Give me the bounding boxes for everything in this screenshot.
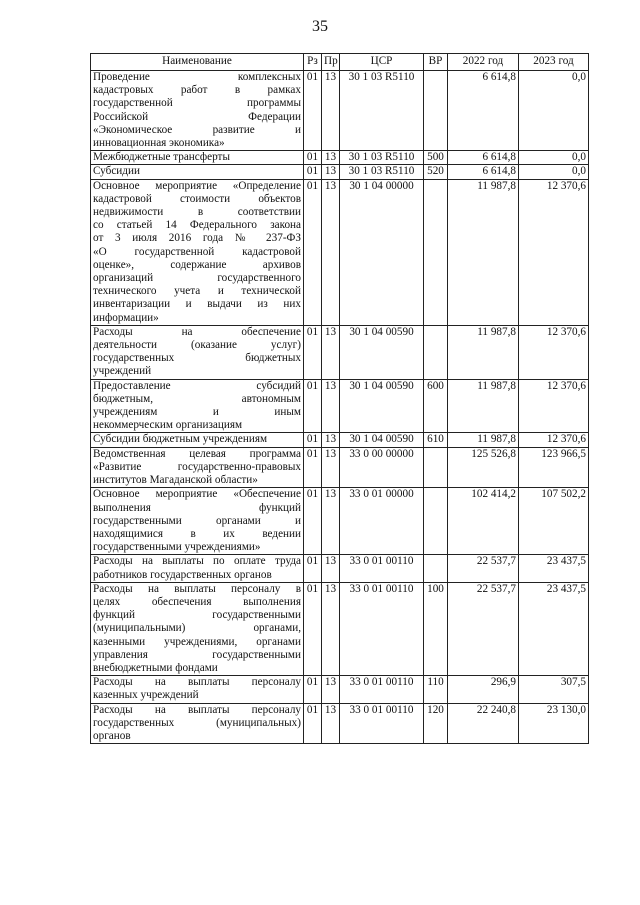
table-row [91, 582, 589, 675]
cell-rz: 01 [304, 447, 322, 488]
cell-name-last-line: некоммерческим организациям [93, 419, 243, 432]
cell-pr: 13 [322, 433, 340, 447]
cell-name-last-line: Субсидии [93, 165, 140, 178]
cell-name [91, 71, 304, 151]
cell-name [91, 165, 304, 179]
cell-name [91, 703, 304, 744]
cell-name-line: со статьей 14 Федерального закона [93, 219, 301, 232]
table-row [91, 71, 589, 151]
cell-y2023: 12 370,6 [519, 433, 589, 447]
cell-name-line: выполнения функций [93, 501, 301, 514]
header-rz: Рз [304, 54, 322, 71]
cell-name [91, 447, 304, 488]
cell-name-line: Проведение комплексных [93, 71, 301, 83]
cell-name [91, 555, 304, 582]
cell-name-line: (муниципальными) органами, [93, 622, 301, 635]
cell-name-line: функций государственными [93, 609, 301, 622]
cell-name-line: Расходы на выплаты персоналу в [93, 582, 301, 595]
cell-name-line: учреждениям и иным [93, 406, 301, 419]
cell-vr [424, 555, 448, 582]
cell-rz: 01 [304, 555, 322, 582]
cell-name-line: недвижимости в соответствии [93, 206, 301, 219]
header-2022: 2022 год [448, 54, 519, 71]
cell-pr: 13 [322, 325, 340, 379]
cell-name-line: от 3 июля 2016 года № 237-ФЗ [93, 232, 301, 245]
header-2023: 2023 год [519, 54, 589, 71]
cell-rz: 01 [304, 582, 322, 675]
cell-rz: 01 [304, 325, 322, 379]
cell-y2023: 0,0 [519, 151, 589, 165]
cell-vr: 610 [424, 433, 448, 447]
cell-name-last-line: органов [93, 729, 131, 742]
cell-y2022: 6 614,8 [448, 71, 519, 151]
cell-y2023: 23 437,5 [519, 582, 589, 675]
cell-csr: 30 1 04 00590 [340, 433, 424, 447]
cell-csr: 33 0 00 00000 [340, 447, 424, 488]
cell-y2023: 107 502,2 [519, 488, 589, 555]
table-row [91, 488, 589, 555]
cell-name [91, 379, 304, 433]
cell-name-last-line: Субсидии бюджетным учреждениям [93, 433, 268, 446]
cell-csr: 33 0 01 00110 [340, 676, 424, 703]
cell-name-line: государственных (муниципальных) [93, 716, 301, 729]
table-header-row [91, 54, 589, 71]
cell-name [91, 582, 304, 675]
cell-rz: 01 [304, 151, 322, 165]
cell-y2023: 307,5 [519, 676, 589, 703]
cell-vr [424, 71, 448, 151]
cell-csr: 30 1 03 R5110 [340, 151, 424, 165]
cell-rz: 01 [304, 433, 322, 447]
cell-name-last-line: инновационная экономика» [93, 137, 225, 150]
cell-y2022: 125 526,8 [448, 447, 519, 488]
cell-name-line: Расходы на выплаты персоналу [93, 676, 301, 689]
cell-vr [424, 488, 448, 555]
cell-name-line: находящимися в их ведении [93, 527, 301, 540]
cell-y2023: 12 370,6 [519, 179, 589, 325]
header-vr: ВР [424, 54, 448, 71]
table-row [91, 703, 589, 744]
cell-name-last-line: внебюджетными фондами [93, 661, 218, 674]
cell-pr: 13 [322, 582, 340, 675]
table-row [91, 165, 589, 179]
cell-y2022: 102 414,2 [448, 488, 519, 555]
cell-y2022: 11 987,8 [448, 179, 519, 325]
cell-name-line: «Экономическое развитие и [93, 123, 301, 136]
cell-y2022: 11 987,8 [448, 433, 519, 447]
cell-csr: 30 1 04 00590 [340, 325, 424, 379]
cell-name [91, 488, 304, 555]
cell-y2022: 22 537,7 [448, 582, 519, 675]
cell-name-line: кадастровой стоимости объектов [93, 192, 301, 205]
cell-csr: 33 0 01 00110 [340, 703, 424, 744]
cell-name-last-line: работников государственных органов [93, 568, 272, 581]
cell-name-line: «Развитие государственно-правовых [93, 460, 301, 473]
cell-name [91, 325, 304, 379]
cell-pr: 13 [322, 488, 340, 555]
cell-name-last-line: казенных учреждений [93, 689, 199, 702]
cell-y2023: 23 130,0 [519, 703, 589, 744]
cell-csr: 33 0 01 00110 [340, 582, 424, 675]
cell-pr: 13 [322, 703, 340, 744]
cell-pr: 13 [322, 71, 340, 151]
cell-name-line: Расходы на выплаты по оплате труда [93, 555, 301, 568]
cell-pr: 13 [322, 379, 340, 433]
table-row [91, 379, 589, 433]
cell-name-line: Основное мероприятие «Определение [93, 179, 301, 192]
budget-table [90, 53, 589, 744]
cell-name-line: бюджетным, автономным [93, 392, 301, 405]
cell-name-last-line: государственными учреждениями» [93, 541, 261, 554]
cell-csr: 33 0 01 00000 [340, 488, 424, 555]
cell-name-line: казенными учреждениями, органами [93, 635, 301, 648]
cell-name [91, 676, 304, 703]
cell-name-line: государственных бюджетных [93, 352, 301, 365]
cell-y2022: 296,9 [448, 676, 519, 703]
cell-name-line: деятельности (оказание услуг) [93, 339, 301, 352]
cell-vr [424, 325, 448, 379]
cell-rz: 01 [304, 71, 322, 151]
cell-name-last-line: Межбюджетные трансферты [93, 151, 230, 164]
cell-name-line: Ведомственная целевая программа [93, 447, 301, 460]
cell-name-line: «О государственной кадастровой [93, 245, 301, 258]
cell-y2022: 11 987,8 [448, 325, 519, 379]
cell-csr: 30 1 03 R5110 [340, 165, 424, 179]
table-row [91, 676, 589, 703]
cell-y2023: 12 370,6 [519, 379, 589, 433]
cell-vr: 600 [424, 379, 448, 433]
cell-name-line: Расходы на выплаты персоналу [93, 703, 301, 716]
cell-y2023: 23 437,5 [519, 555, 589, 582]
cell-y2023: 0,0 [519, 71, 589, 151]
cell-vr [424, 179, 448, 325]
cell-rz: 01 [304, 676, 322, 703]
cell-name-line: кадастровых работ в рамках [93, 84, 301, 97]
cell-vr [424, 447, 448, 488]
cell-vr: 110 [424, 676, 448, 703]
cell-name-line: технического учета и технической [93, 285, 301, 298]
cell-name [91, 151, 304, 165]
table-row [91, 151, 589, 165]
table-row [91, 447, 589, 488]
page-number: 35 [312, 18, 328, 35]
table-row [91, 555, 589, 582]
cell-pr: 13 [322, 555, 340, 582]
cell-name [91, 179, 304, 325]
cell-name-line: государственными органами и [93, 514, 301, 527]
cell-vr: 500 [424, 151, 448, 165]
header-name: Наименование [91, 54, 304, 71]
cell-name-last-line: институтов Магаданской области» [93, 474, 258, 487]
cell-pr: 13 [322, 165, 340, 179]
cell-vr: 120 [424, 703, 448, 744]
cell-csr: 30 1 04 00000 [340, 179, 424, 325]
cell-y2022: 6 614,8 [448, 165, 519, 179]
cell-name-last-line: учреждений [93, 365, 152, 378]
cell-name-line: Основное мероприятие «Обеспечение [93, 488, 301, 501]
header-csr: ЦСР [340, 54, 424, 71]
cell-y2023: 0,0 [519, 165, 589, 179]
cell-pr: 13 [322, 151, 340, 165]
cell-name-line: организаций государственного [93, 272, 301, 285]
cell-y2022: 11 987,8 [448, 379, 519, 433]
cell-y2023: 12 370,6 [519, 325, 589, 379]
cell-vr: 100 [424, 582, 448, 675]
cell-y2022: 22 240,8 [448, 703, 519, 744]
cell-name-line: государственной программы [93, 97, 301, 110]
cell-name-last-line: информации» [93, 311, 159, 324]
cell-name-line: целях обеспечения выполнения [93, 595, 301, 608]
cell-pr: 13 [322, 676, 340, 703]
table-row [91, 433, 589, 447]
cell-rz: 01 [304, 179, 322, 325]
cell-name-line: Российской Федерации [93, 110, 301, 123]
table-row [91, 325, 589, 379]
cell-y2022: 6 614,8 [448, 151, 519, 165]
cell-name-line: оценке», содержание архивов [93, 258, 301, 271]
cell-name-line: Предоставление субсидий [93, 379, 301, 392]
cell-y2023: 123 966,5 [519, 447, 589, 488]
cell-pr: 13 [322, 447, 340, 488]
cell-rz: 01 [304, 379, 322, 433]
cell-name-line: управления государственными [93, 648, 301, 661]
header-pr: Пр [322, 54, 340, 71]
cell-rz: 01 [304, 165, 322, 179]
cell-csr: 30 1 04 00590 [340, 379, 424, 433]
cell-vr: 520 [424, 165, 448, 179]
cell-csr: 30 1 03 R5110 [340, 71, 424, 151]
cell-y2022: 22 537,7 [448, 555, 519, 582]
cell-pr: 13 [322, 179, 340, 325]
cell-name-line: инвентаризации и выдачи из них [93, 298, 301, 311]
cell-name-line: Расходы на обеспечение [93, 325, 301, 338]
table-row [91, 179, 589, 325]
cell-rz: 01 [304, 488, 322, 555]
cell-rz: 01 [304, 703, 322, 744]
cell-csr: 33 0 01 00110 [340, 555, 424, 582]
cell-name [91, 433, 304, 447]
